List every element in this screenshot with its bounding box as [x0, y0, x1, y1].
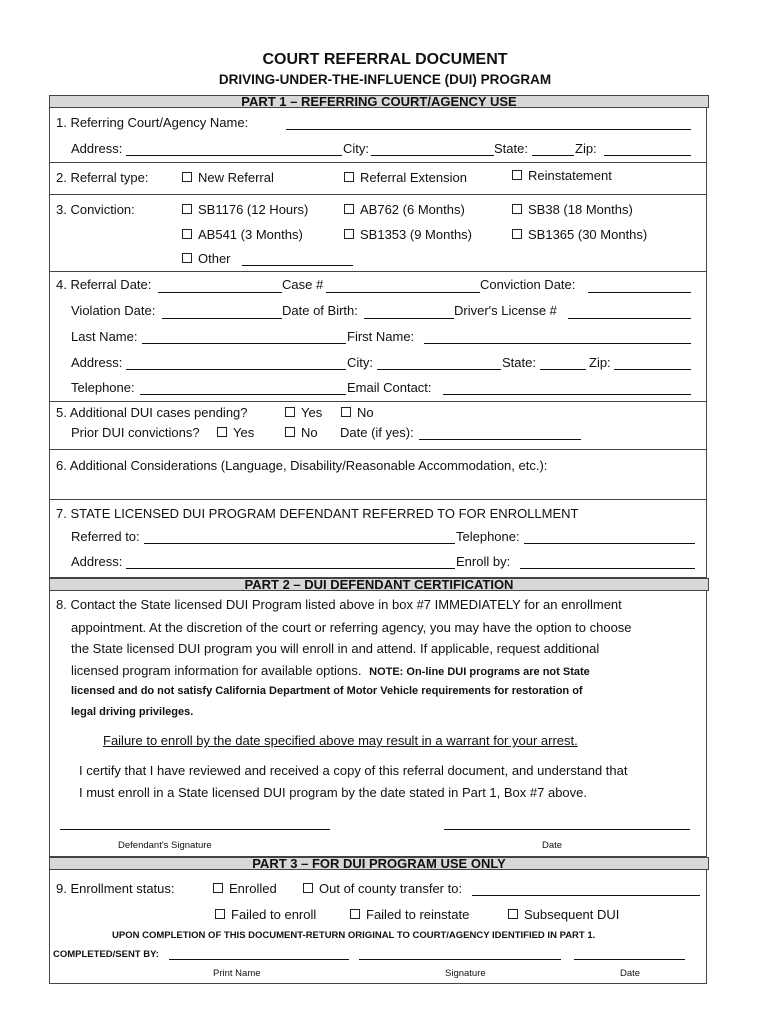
- date-if-yes-label: Date (if yes):: [340, 425, 414, 440]
- referral-new-checkbox[interactable]: New Referral: [182, 170, 274, 185]
- dob-field[interactable]: [364, 318, 454, 319]
- license-label: Driver's License #: [454, 303, 557, 318]
- first-name-label: First Name:: [347, 329, 415, 344]
- q5a-label: 5. Additional DUI cases pending?: [56, 405, 248, 420]
- checkbox-icon[interactable]: [215, 909, 225, 919]
- state-field[interactable]: [532, 155, 574, 156]
- checkbox-icon[interactable]: [508, 909, 518, 919]
- conviction-other-checkbox[interactable]: Other: [182, 251, 231, 266]
- q1-label: 1. Referring Court/Agency Name:: [56, 115, 249, 130]
- out-of-county-checkbox[interactable]: Out of county transfer to:: [303, 881, 462, 896]
- state2-field[interactable]: [540, 369, 586, 370]
- document-subtitle: DRIVING-UNDER-THE-INFLUENCE (DUI) PROGRAM: [218, 72, 552, 87]
- zip-label: Zip:: [575, 141, 597, 156]
- p8-line-4: licensed program information for available options. NOTE: On-line DUI programs are not State: [71, 663, 590, 678]
- checkbox-icon[interactable]: [285, 427, 295, 437]
- conviction-date-label: Conviction Date:: [480, 277, 576, 292]
- part2-header: PART 2 – DUI DEFENDANT CERTIFICATION: [49, 578, 709, 591]
- p8-line-1: 8. Contact the State licensed DUI Program listed above in box #7 IMMEDIATELY for an enrollment: [56, 597, 622, 612]
- date-if-yes-field[interactable]: [419, 439, 581, 440]
- violation-date-field[interactable]: [162, 318, 282, 319]
- violation-date-label: Violation Date:: [71, 303, 156, 318]
- conviction-sb1176-checkbox[interactable]: SB1176 (12 Hours): [182, 202, 308, 217]
- checkbox-icon[interactable]: [213, 883, 223, 893]
- upon-completion-notice: UPON COMPLETION OF THIS DOCUMENT-RETURN ORIGINAL TO COURT/AGENCY IDENTIFIED IN PART 1.: [112, 930, 596, 941]
- agency-name-field[interactable]: [286, 129, 691, 130]
- first-name-field[interactable]: [424, 343, 691, 344]
- checkbox-icon[interactable]: [512, 229, 522, 239]
- certify-line-1: I certify that I have reviewed and received a copy of this referral document, and understand that: [79, 763, 628, 778]
- failed-reinstate-checkbox[interactable]: Failed to reinstate: [350, 907, 469, 922]
- pending-yes-checkbox[interactable]: Yes: [285, 405, 322, 420]
- address-label: Address:: [71, 141, 123, 156]
- checkbox-icon[interactable]: [344, 204, 354, 214]
- address2-field[interactable]: [126, 369, 346, 370]
- q4-label: 4. Referral Date:: [56, 277, 152, 292]
- subsequent-dui-checkbox[interactable]: Subsequent DUI: [508, 907, 619, 922]
- last-name-label: Last Name:: [71, 329, 138, 344]
- checkbox-icon[interactable]: [512, 204, 522, 214]
- checkbox-icon[interactable]: [303, 883, 313, 893]
- signature-label: Signature: [445, 968, 486, 979]
- address2-label: Address:: [71, 355, 123, 370]
- checkbox-icon[interactable]: [344, 229, 354, 239]
- telephone-label: Telephone:: [71, 380, 135, 395]
- address3-label: Address:: [71, 554, 123, 569]
- out-of-county-field[interactable]: [472, 895, 700, 896]
- failed-enroll-checkbox[interactable]: Failed to enroll: [215, 907, 316, 922]
- completed-date-field[interactable]: [574, 959, 685, 960]
- prior-yes-checkbox[interactable]: Yes: [217, 425, 254, 440]
- document-title: COURT REFERRAL DOCUMENT: [262, 51, 508, 68]
- zip2-label: Zip:: [589, 355, 611, 370]
- state2-label: State:: [502, 355, 536, 370]
- telephone2-field[interactable]: [524, 543, 695, 544]
- p8-line-3: the State licensed DUI program you will enroll in and attend. If applicable, request additional: [71, 641, 600, 656]
- pending-no-checkbox[interactable]: No: [341, 405, 374, 420]
- enrolled-checkbox[interactable]: Enrolled: [213, 881, 277, 896]
- dob-label: Date of Birth:: [282, 303, 358, 318]
- signature-field[interactable]: [359, 959, 561, 960]
- city2-field[interactable]: [377, 369, 501, 370]
- checkbox-icon[interactable]: [182, 229, 192, 239]
- note-line-3: legal driving privileges.: [71, 706, 194, 718]
- checkbox-icon[interactable]: [182, 253, 192, 263]
- conviction-ab762-checkbox[interactable]: AB762 (6 Months): [344, 202, 465, 217]
- p8-line-2: appointment. At the discretion of the court or referring agency, you may have the option to choose: [71, 620, 632, 635]
- q6-label: 6. Additional Considerations (Language, Disability/Reasonable Accommodation, etc.):: [56, 458, 548, 473]
- case-field[interactable]: [326, 292, 480, 293]
- q2-label: 2. Referral type:: [56, 170, 149, 185]
- part3-header: PART 3 – FOR DUI PROGRAM USE ONLY: [49, 857, 709, 870]
- referral-reinstatement-checkbox[interactable]: Reinstatement: [512, 168, 612, 183]
- checkbox-icon[interactable]: [217, 427, 227, 437]
- last-name-field[interactable]: [142, 343, 346, 344]
- checkbox-icon[interactable]: [341, 407, 351, 417]
- part1-header: PART 1 – REFERRING COURT/AGENCY USE: [49, 95, 709, 108]
- warrant-warning: Failure to enroll by the date specified above may result in a warrant for your arrest.: [103, 733, 578, 748]
- conviction-sb1353-checkbox[interactable]: SB1353 (9 Months): [344, 227, 472, 242]
- prior-no-checkbox[interactable]: No: [285, 425, 318, 440]
- print-name-field[interactable]: [169, 959, 349, 960]
- q3-label: 3. Conviction:: [56, 202, 135, 217]
- address-field[interactable]: [126, 155, 342, 156]
- conviction-date-field[interactable]: [588, 292, 691, 293]
- other-conviction-field[interactable]: [242, 265, 353, 266]
- defendant-signature-field[interactable]: [60, 829, 330, 830]
- case-label: Case #: [282, 277, 324, 292]
- checkbox-icon[interactable]: [344, 172, 354, 182]
- completed-sent-label: COMPLETED/SENT BY:: [53, 949, 159, 960]
- city2-label: City:: [347, 355, 373, 370]
- email-field[interactable]: [443, 394, 691, 395]
- zip-field[interactable]: [604, 155, 691, 156]
- checkbox-icon[interactable]: [182, 172, 192, 182]
- q5b-label: Prior DUI convictions?: [71, 425, 200, 440]
- conviction-ab541-checkbox[interactable]: AB541 (3 Months): [182, 227, 303, 242]
- city-label: City:: [343, 141, 369, 156]
- defendant-date-field[interactable]: [444, 829, 690, 830]
- address3-field[interactable]: [126, 568, 455, 569]
- license-field[interactable]: [568, 318, 691, 319]
- telephone-field[interactable]: [140, 394, 346, 395]
- referred-to-label: Referred to:: [71, 529, 140, 544]
- city-field[interactable]: [371, 155, 494, 156]
- enroll-by-label: Enroll by:: [456, 554, 511, 569]
- zip2-field[interactable]: [614, 369, 691, 370]
- enroll-by-field[interactable]: [520, 568, 695, 569]
- email-label: Email Contact:: [347, 380, 432, 395]
- referral-extension-checkbox[interactable]: Referral Extension: [344, 170, 467, 185]
- q9-label: 9. Enrollment status:: [56, 881, 175, 896]
- state-label: State:: [494, 141, 528, 156]
- date-label: Date: [620, 968, 641, 979]
- conviction-sb38-checkbox[interactable]: SB38 (18 Months): [512, 202, 633, 217]
- checkbox-icon[interactable]: [512, 170, 522, 180]
- telephone2-label: Telephone:: [456, 529, 520, 544]
- referred-to-field[interactable]: [144, 543, 455, 544]
- checkbox-icon[interactable]: [350, 909, 360, 919]
- checkbox-icon[interactable]: [182, 204, 192, 214]
- referral-date-field[interactable]: [158, 292, 282, 293]
- conviction-sb1365-checkbox[interactable]: SB1365 (30 Months): [512, 227, 647, 242]
- defendant-date-label: Date: [542, 840, 563, 851]
- print-name-label: Print Name: [213, 968, 261, 979]
- q7-label: 7. STATE LICENSED DUI PROGRAM DEFENDANT REFERRED TO FOR ENROLLMENT: [56, 506, 579, 521]
- checkbox-icon[interactable]: [285, 407, 295, 417]
- defendant-signature-label: Defendant's Signature: [118, 840, 212, 851]
- note-line-2: licensed and do not satisfy California Department of Motor Vehicle requirements for restoration of: [71, 685, 583, 697]
- certify-line-2: I must enroll in a State licensed DUI program by the date stated in Part 1, Box #7 above.: [79, 785, 587, 800]
